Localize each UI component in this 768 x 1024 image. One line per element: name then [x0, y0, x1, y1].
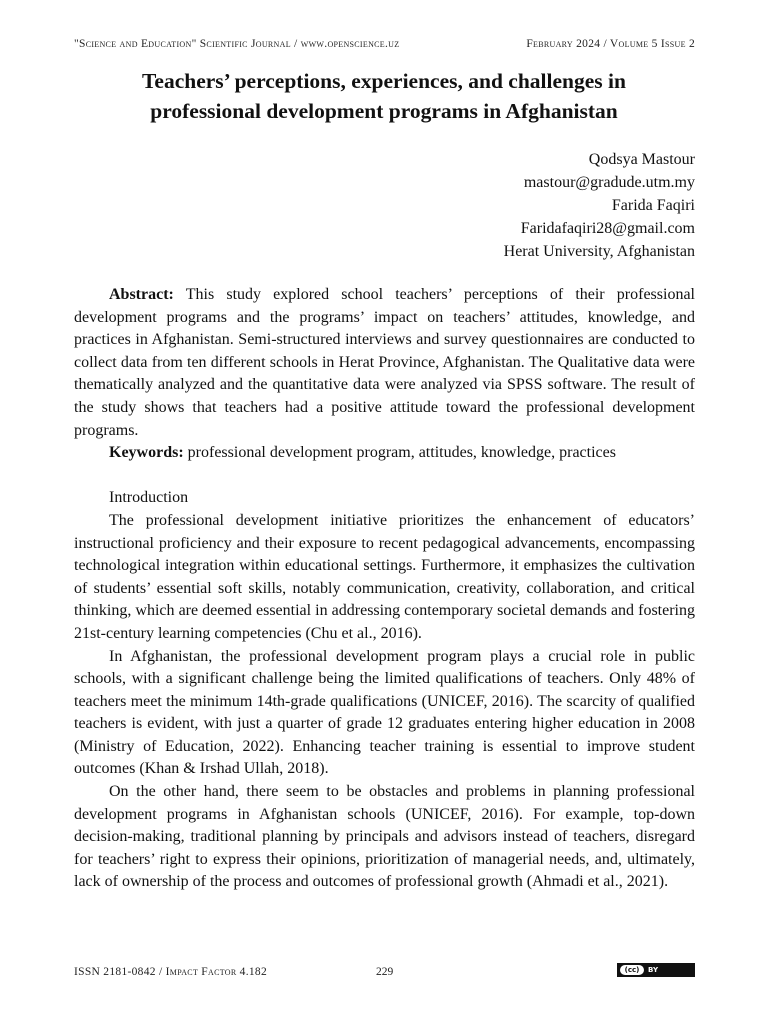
abstract: [74, 284, 695, 442]
abstract-label: Abstract:: [109, 286, 174, 303]
journal-name: "Science and Education" Scientific Journal / www.openscience.uz: [74, 38, 400, 50]
page-footer: [74, 966, 695, 982]
keywords-text: professional development program, attitudes, knowledge, practices: [183, 444, 616, 462]
author-email-2: Faridafaqiri28@gmail.com: [520, 220, 695, 237]
article-body: [74, 284, 695, 894]
creative-commons-icon: (cc): [620, 965, 644, 975]
running-header: [74, 38, 695, 50]
abstract-text: This study explored school teachers’ perceptions of their professional development programs and the programs’ impact on teachers’ attitudes, knowledge, and practices in Afghanistan. Semi-structured interviews and survey questionnaires are conducted to collect data from ten different schools in Herat Province, Afghanistan. The Qualitative data were thematically analyzed and the quantitative data were analyzed via SPSS software. The result of the study shows that teachers had a positive attitude toward the professional development programs.: [74, 286, 695, 439]
section-heading-introduction: Introduction: [109, 489, 189, 507]
issue-info: February 2024 / Volume 5 Issue 2: [526, 38, 695, 50]
author-email-1: mastour@gradude.utm.my: [523, 174, 695, 191]
intro-paragraph-1: The professional development initiative prioritizes the enhancement of educators’ instructional proficiency and their exposure to recent pedagogical advancements, encompassing technological integration within educational settings. Furthermore, it emphasizes the cultivation of students’ essential soft skills, notably communication, creativity, collaboration, and critical thinking, which are deemed essential in addressing contemporary societal demands and fostering 21st-century learning competencies (Chu et al., 2016).: [74, 511, 695, 642]
paper-title: [74, 66, 694, 126]
cc-by-license-badge: [617, 963, 695, 977]
affiliation: Herat University, Afghanistan: [503, 243, 695, 260]
keywords-label: Keywords:: [109, 444, 184, 462]
intro-paragraph-3: On the other hand, there seem to be obstacles and problems in planning professional development programs in Afghanistan schools (UNICEF, 2016). For example, top-down decision-making, traditional planning by principals and advisors instead of teachers, disregard for teachers’ right to express their opinions, prioritization of managerial needs, and, ultimately, lack of ownership of the process and outcomes of professional growth (Ahmadi et al., 2021).: [74, 783, 695, 891]
section-spacer: [74, 465, 695, 488]
by-label: BY: [648, 966, 659, 974]
keywords: [74, 442, 695, 465]
title-line-2: professional development programs in Afghanistan: [150, 99, 618, 123]
author-block: [504, 148, 695, 263]
issn-impact: ISSN 2181-0842 / Impact Factor 4.182: [74, 966, 268, 978]
page-number: 229: [376, 966, 394, 978]
author-name-1: Qodsya Mastour: [588, 151, 695, 168]
title-line-1: Teachers’ perceptions, experiences, and challenges in: [142, 69, 626, 93]
intro-paragraph-2: In Afghanistan, the professional development program plays a crucial role in public schools, with a significant challenge being the limited qualifications of teachers. Only 48% of teachers meet the minimum 14th-grade qualifications (UNICEF, 2016). The scarcity of qualified teachers is evident, with just a quarter of grade 12 graduates entering higher education in 2008 (Ministry of Education, 2022). Enhancing teacher training is essential to improve student outcomes (Khan & Irshad Ullah, 2018).: [74, 647, 695, 778]
author-name-2: Farida Faqiri: [611, 197, 695, 214]
